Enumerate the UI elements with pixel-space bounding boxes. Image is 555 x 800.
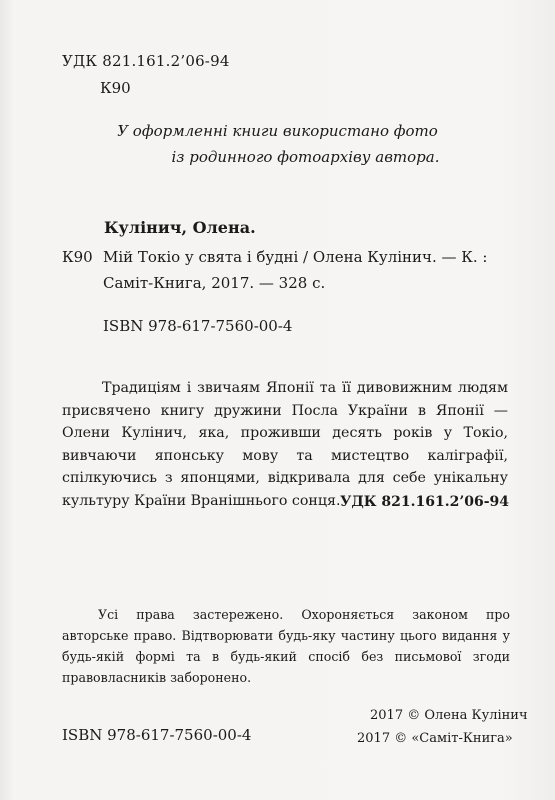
annotation-paragraph: Традиціям і звичаям Японії та її дивовижним людям присвячено книгу дружини Посла України в Японії — Олени Кулінич, яка, проживши десять років у Токіо, вивчаючи японську мову та мистецтво каліграфії, спілкуючись з японцями, відкривала для себе унікальну культуру Країни Вранішнього сонця. — [62, 380, 508, 509]
author-heading: Кулінич, Олена. — [104, 218, 256, 237]
author-sign-top: К90 — [100, 79, 131, 97]
bibliographic-line-1: Мій Токіо у свята і будні / Олена Кулінич. — К. : — [103, 248, 488, 266]
udk-code-bottom: УДК 821.161.2’06-94 — [339, 494, 509, 510]
photo-credit-line-1: У оформленні книги використано фото — [117, 122, 438, 140]
author-sign: К90 — [62, 248, 93, 266]
copyright-author: 2017 © Олена Кулінич — [370, 708, 528, 723]
udk-code-top: УДК 821.161.2’06-94 — [62, 52, 230, 70]
isbn-bottom: ISBN 978-617-7560-00-4 — [62, 726, 252, 744]
photo-credit-line-2: із родинного фотоархіву автора. — [171, 148, 440, 166]
bibliographic-line-2: Саміт-Книга, 2017. — 328 с. — [103, 274, 326, 292]
copyright-publisher: 2017 © «Саміт-Книга» — [357, 731, 513, 746]
isbn-catalog: ISBN 978-617-7560-00-4 — [103, 317, 293, 335]
rights-notice: Усі права застережено. Охороняється законом про авторське право. Відтворювати будь-яку частину цього видання у будь-якій формі та в будь-який спосіб без письмової згоди правовласників заборонено. — [62, 607, 510, 685]
